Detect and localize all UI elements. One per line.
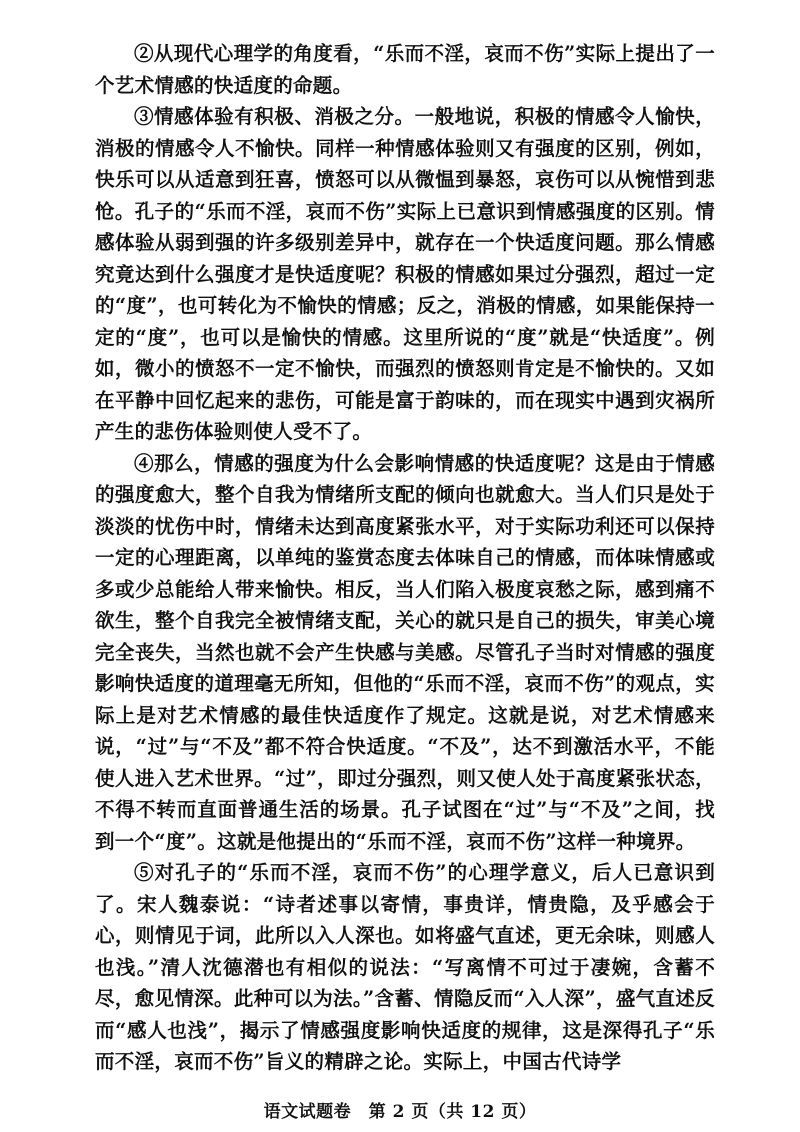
- paragraph-2: ②从现代心理学的角度看，“乐而不淫，哀而不伤”实际上提出了一个艺术情感的快适度的命题。: [95, 42, 715, 97]
- page-body: [95, 38, 715, 1078]
- paragraph-3: ③情感体验有积极、消极之分。一般地说，积极的情感令人愉快，消极的情感令人不愉快。同样一种情感体验则又有强度的区别，例如，快乐可以从适意到狂喜，愤怒可以从微愠到暴怒，哀伤可以从惋惜到悲怆。孔子的“乐而不淫，哀而不伤”实际上已意识到情感强度的区别。情感体验从弱到强的许多级别差异中，就存在一个快适度问题。那么情感究竟达到什么强度才是快适度呢？积极的情感如果过分强烈，超过一定的“度”，也可转化为不愉快的情感；反之，消极的情感，如果能保持一定的“度”，也可以是愉快的情感。这里所说的“度”就是“快适度”。例如，微小的愤怒不一定不愉快，而强烈的愤怒则肯定是不愉快的。又如在平静中回忆起来的悲伤，可能是富于韵味的，而在现实中遇到灾祸所产生的悲伤体验则使人受不了。: [95, 105, 715, 443]
- paragraph-4: ④那么，情感的强度为什么会影响情感的快适度呢？这是由于情感的强度愈大，整个自我为情绪所支配的倾向也就愈大。当人们只是处于淡淡的忧伤中时，情绪未达到高度紧张水平，对于实际功利还可以保持一定的心理距离，以单纯的鉴赏态度去体味自己的情感，而体味情感或多或少总能给人带来愉快。相反，当人们陷入极度哀愁之际，感到痛不欲生，整个自我完全被情绪支配，关心的就只是自己的损失，审美心境完全丧失，当然也就不会产生快感与美感。尽管孔子当时对情感的强度影响快适度的道理毫无所知，但他的“乐而不淫，哀而不伤”的观点，实际上是对艺术情感的最佳快适度作了规定。这就是说，对艺术情感来说，“过”与“不及”都不符合快适度。“不及”，达不到激活水平，不能使人进入艺术世界。“过”，即过分强烈，则又使人处于高度紧张状态，不得不转而直面普通生活的场景。孔子试图在“过”与“不及”之间，找到一个“度”。这就是他提出的“乐而不淫，哀而不伤”这样一种境界。: [95, 451, 715, 853]
- page-footer: 语文试题卷 第 2 页（共 12 页）: [263, 1102, 537, 1122]
- paragraph-5: ⑤对孔子的“乐而不淫，哀而不伤”的心理学意义，后人已意识到了。宋人魏泰说：“诗者述事以寄情，事贵详，情贵隐，及乎感会于心，则情见于词，此所以入人深也。如将盛气直述，更无余味，则感人也浅。”清人沈德潜也有相似的说法：“写离情不可过于凄婉，含蓄不尽，愈见情深。此种可以为法。”含蓄、情隐反而“入人深”，盛气直述反而“感人也浅”，揭示了情感强度影响快适度的规律，这是深得孔子“乐而不淫，哀而不伤”旨义的精辟之论。实际上，中国古代诗学: [95, 861, 715, 1073]
